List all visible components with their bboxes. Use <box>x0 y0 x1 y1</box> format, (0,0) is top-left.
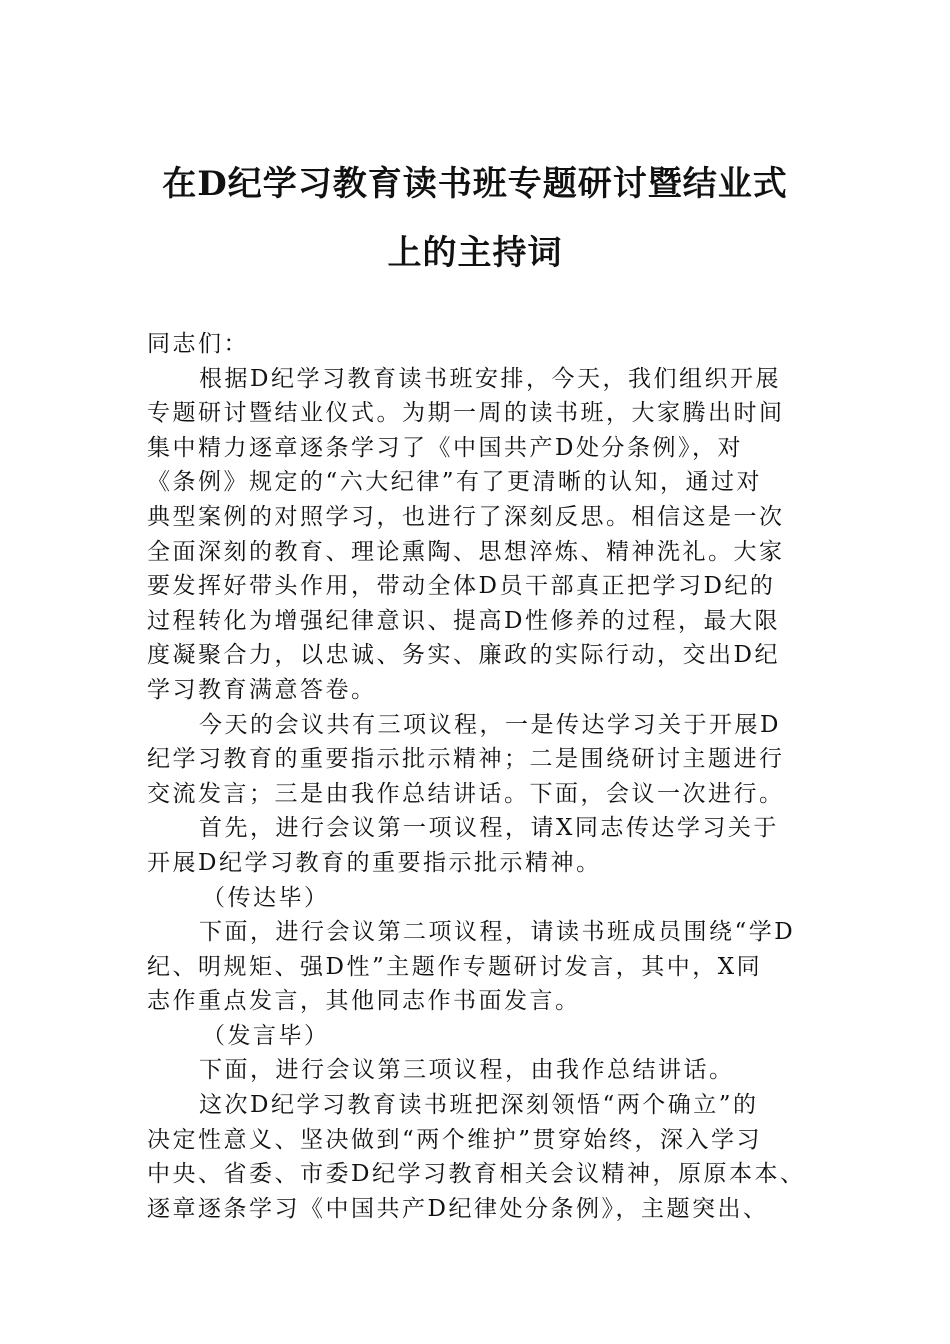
paragraph-line: 《条例》规定的“六大纪律”有了更清晰的认知，通过对 <box>147 469 763 496</box>
document-title-line-2: 上的主持词 <box>387 233 563 273</box>
paragraph-line: 集中精力逐章逐条学习了《中国共产D处分条例》，对 <box>147 434 743 461</box>
paragraph-line: 根据D纪学习教育读书班安排，今天，我们组织开展 <box>199 365 781 392</box>
paragraph-line: 首先，进行会议第一项议程，请X同志传达学习关于 <box>199 815 779 842</box>
paragraph-line: 这次D纪学习教育读书班把深刻领悟“两个确立”的 <box>199 1092 759 1119</box>
salutation: 同志们： <box>147 331 249 357</box>
paragraph-line: 逐章逐条学习《中国共产D纪律处分条例》，主题突出、 <box>147 1195 769 1222</box>
paragraph-line: 交流发言；三是由我作总结讲话。下面，会议一次进行。 <box>147 780 785 807</box>
paragraph-line: 过程转化为增强纪律意识、提高D性修养的过程，最大限 <box>147 607 780 634</box>
paragraph-line: 典型案例的对照学习，也进行了深刻反思。相信这是一次 <box>147 503 785 530</box>
paragraph-line: 决定性意义、坚决做到“两个维护”贯穿始终，深入学习 <box>147 1126 763 1153</box>
document-body <box>147 327 817 1226</box>
paragraph-line: 学习教育满意答卷。 <box>147 676 377 703</box>
paragraph-line: 要发挥好带头作用，带动全体D员干部真正把学习D纪的 <box>147 573 776 600</box>
paragraph-line: 开展D纪学习教育的重要指示批示精神。 <box>147 849 602 876</box>
paragraph-line: 全面深刻的教育、理论熏陶、思想淬炼、精神洗礼。大家 <box>147 538 785 565</box>
paragraph-line: 今天的会议共有三项议程，一是传达学习关于开展D <box>199 711 781 738</box>
paragraph-line: 志作重点发言，其他同志作书面发言。 <box>147 988 581 1015</box>
paragraph-line: 纪学习教育的重要指示批示精神；二是围绕研讨主题进行 <box>147 746 785 773</box>
paragraph-line: 专题研讨暨结业仪式。为期一周的读书班，大家腾出时间 <box>147 400 785 427</box>
paragraph-line: 纪、明规矩、强D性”主题作专题研讨发言，其中，X同 <box>147 953 763 980</box>
paragraph-line: 下面，进行会议第二项议程，请读书班成员围绕“学D <box>199 919 796 946</box>
paragraph-line: 中央、省委、市委D纪学习教育相关会议精神，原原本本、 <box>147 1161 806 1188</box>
paragraph-line: 下面，进行会议第三项议程，由我作总结讲话。 <box>199 1057 735 1084</box>
document-title-line-1: 在D纪学习教育读书班专题研讨暨结业式 <box>162 164 788 204</box>
stage-note: （发言毕） <box>202 1022 330 1049</box>
paragraph-line: 度凝聚合力，以忠诚、务实、廉政的实际行动，交出D纪 <box>147 642 780 669</box>
stage-note: （传达毕） <box>202 884 330 911</box>
